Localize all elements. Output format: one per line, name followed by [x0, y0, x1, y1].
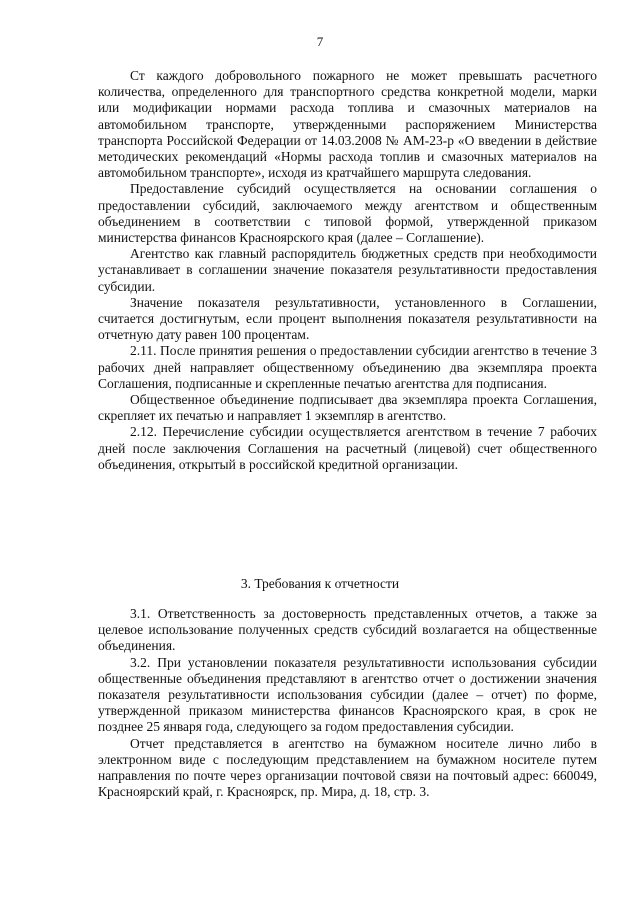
- paragraph: Ст каждого добровольного пожарного не может превышать расчетного количества, определенного для транспортного средства конкретной модели, марки или модификации нормами расхода топлива и смазочных материалов на автомобильном транспорте, утвержденными распоряжением Министерства транспорта Российской Федерации от 14.03.2008 № АМ-23-р «О введении в действие методических рекомендаций «Нормы расхода топлив и смазочных материалов на автомобильном транспорте», исходя из кратчайшего маршрута следования.: [98, 68, 597, 181]
- paragraph: Отчет представляется в агентство на бумажном носителе лично либо в электронном виде с последующим представлением на бумажном носителе путем направления по почте через организации почтовой связи на почтовый адрес: 660049, Красноярский край, г. Красноярск, пр. Мира, д. 18, стр. 3.: [98, 735, 597, 800]
- paragraph: Агентство как главный распорядитель бюджетных средств при необходимости устанавливает в соглашении значение показателя результативности предоставления субсидии.: [98, 246, 597, 294]
- section-title: 3. Требования к отчетности: [240, 576, 400, 591]
- paragraph: Общественное объединение подписывает два экземпляра проекта Соглашения, скрепляет их печатью и направляет 1 экземпляр в агентство.: [98, 392, 597, 424]
- body-text-top: [98, 68, 597, 473]
- page-number: 7: [316, 34, 324, 49]
- body-text-section: [98, 606, 597, 800]
- paragraph: 2.12. Перечисление субсидии осуществляется агентством в течение 7 рабочих дней после заключения Соглашения на расчетный (лицевой) счет общественного объединения, открытый в российской кредитной организации.: [98, 424, 597, 472]
- paragraph: Предоставление субсидий осуществляется на основании соглашения о предоставлении субсидий, заключаемого между агентством и общественным объединением в соответствии с типовой формой, утвержденной приказом министерства финансов Красноярского края (далее – Соглашение).: [98, 181, 597, 246]
- paragraph: 3.1. Ответственность за достоверность представленных отчетов, а также за целевое использование полученных средств субсидий возлагается на общественные объединения.: [98, 606, 597, 654]
- paragraph: 3.2. При установлении показателя результативности использования субсидии общественные объединения представляют в агентство отчет о достижении значения показателя результативности использования субсидии (далее – отчет) по форме, утвержденной приказом министерства финансов Красноярского края, в срок не позднее 25 января года, следующего за годом предоставления субсидии.: [98, 654, 597, 735]
- paragraph: Значение показателя результативности, установленного в Соглашении, считается достигнутым, если процент выполнения показателя результативности на отчетную дату равен 100 процентам.: [98, 294, 597, 343]
- paragraph: 2.11. После принятия решения о предоставлении субсидии агентство в течение 3 рабочих дней направляет общественному объединению два экземпляра проекта Соглашения, подписанные и скрепленные печатью агентства для подписания.: [98, 343, 597, 391]
